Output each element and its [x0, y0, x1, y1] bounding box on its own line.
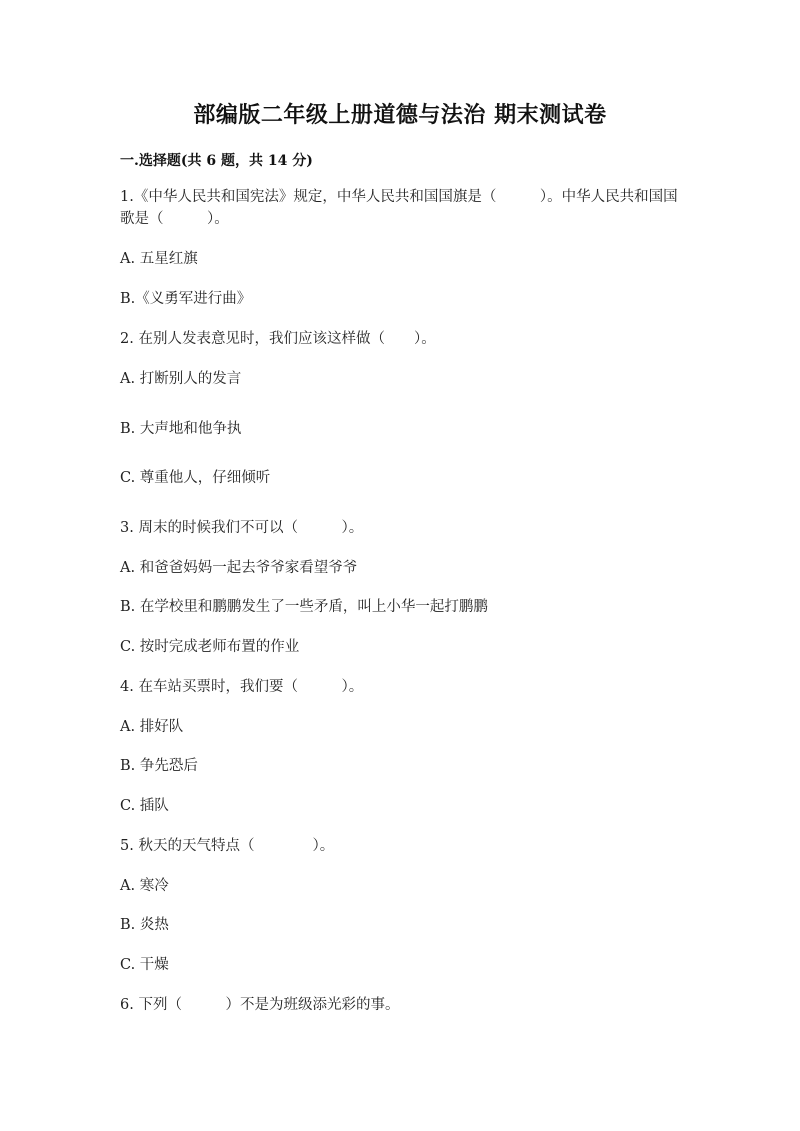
- question-1-option-b: B.《义勇军进行曲》: [120, 291, 252, 307]
- question-2-option-a: A. 打断别人的发言: [120, 371, 242, 387]
- question-2-option-b: B. 大声地和他争执: [120, 421, 242, 437]
- question-1-option-a: A. 五星红旗: [120, 251, 198, 267]
- document-title: 部编版二年级上册道德与法治 期末测试卷: [193, 102, 607, 128]
- question-5-option-b: B. 炎热: [120, 917, 169, 933]
- question-4-stem: 4. 在车站买票时，我们要（ ）。: [120, 679, 364, 695]
- question-3-option-c: C. 按时完成老师布置的作业: [120, 639, 300, 655]
- question-3-stem: 3. 周末的时候我们不可以（ ）。: [120, 520, 364, 536]
- question-4-option-a: A. 排好队: [120, 719, 184, 735]
- question-4-option-c: C. 插队: [120, 798, 169, 814]
- question-2-option-c: C. 尊重他人，仔细倾听: [120, 470, 271, 486]
- question-3-option-b: B. 在学校里和鹏鹏发生了一些矛盾，叫上小华一起打鹏鹏: [120, 599, 488, 615]
- question-2-stem: 2. 在别人发表意见时，我们应该这样做（ ）。: [120, 331, 436, 347]
- question-5-stem: 5. 秋天的天气特点（ ）。: [120, 838, 335, 854]
- section-heading: 一.选择题(共 6 题，共 14 分): [120, 153, 313, 169]
- question-4-option-b: B. 争先恐后: [120, 758, 198, 774]
- question-5-option-a: A. 寒冷: [120, 878, 169, 894]
- question-1-stem: 1.《中华人民共和国宪法》规定，中华人民共和国国旗是（ ）。中华人民共和国国歌是（ ）。: [120, 189, 678, 227]
- question-3-option-a: A. 和爸爸妈妈一起去爷爷家看望爷爷: [120, 560, 358, 576]
- question-5-option-c: C. 干燥: [120, 957, 169, 973]
- question-6-stem: 6. 下列（ ）不是为班级添光彩的事。: [120, 997, 400, 1013]
